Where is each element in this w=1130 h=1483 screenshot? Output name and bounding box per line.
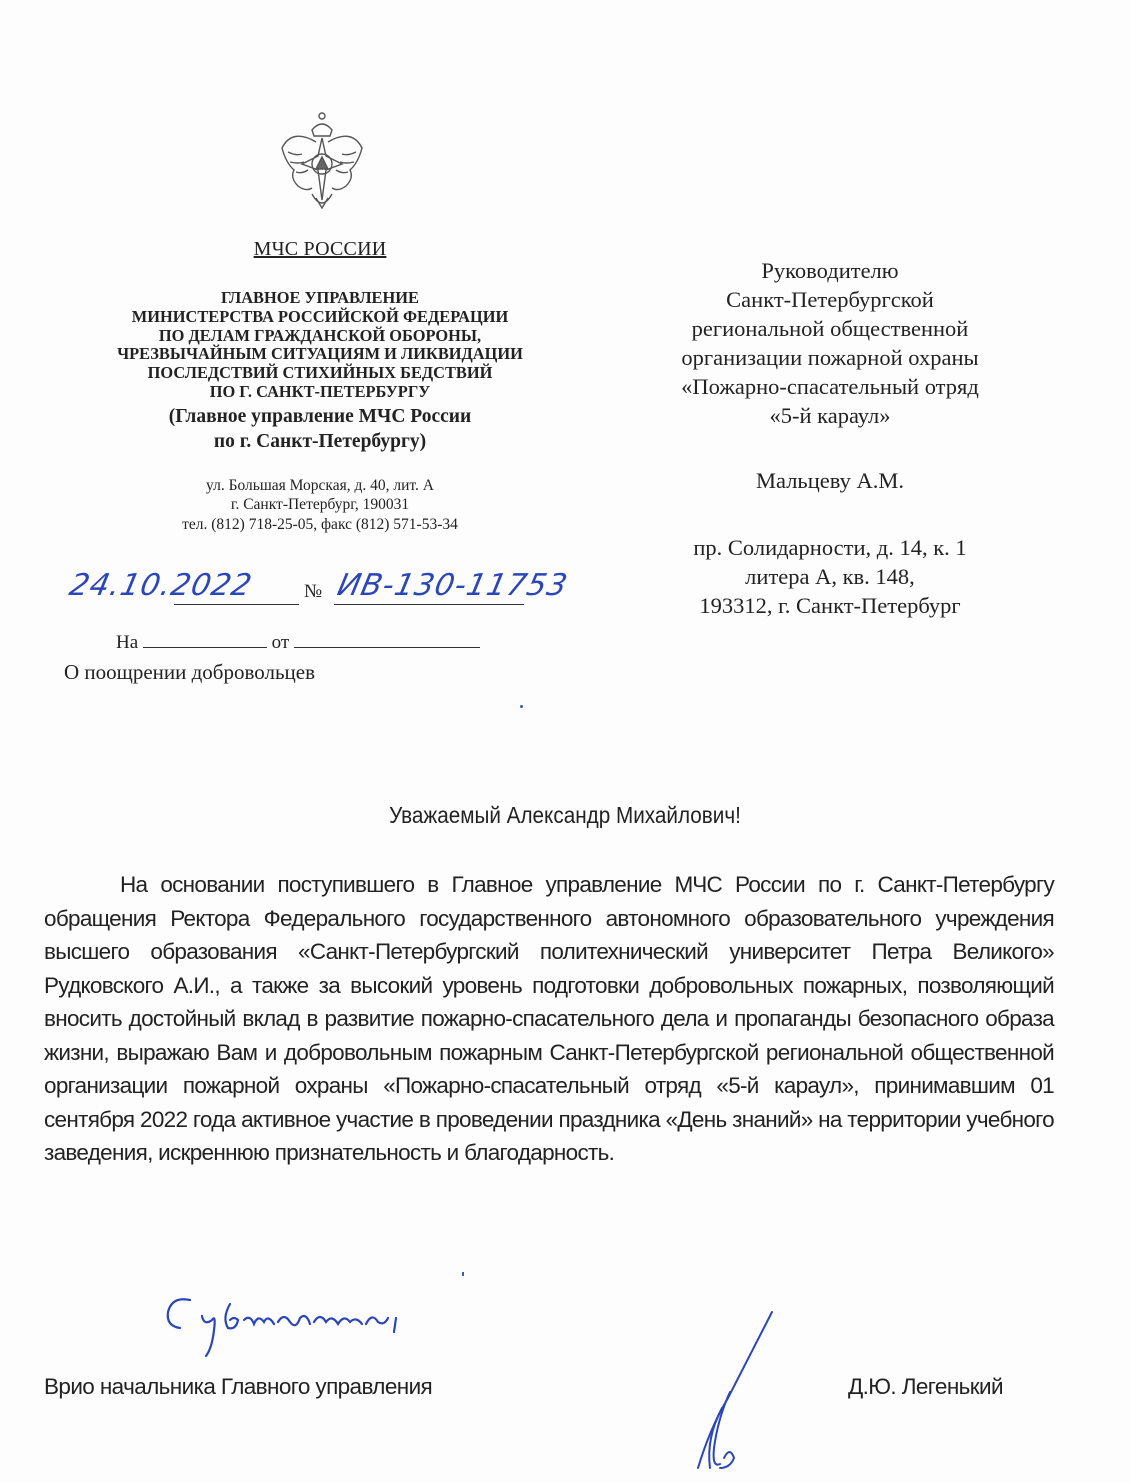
sender-address [60,476,580,535]
recipient-address-line: пр. Солидарности, д. 14, к. 1 [693,535,967,560]
reply-to-label: На [116,632,139,653]
org-full-line: ГЛАВНОЕ УПРАВЛЕНИЕ [221,288,419,307]
recipient-name: Мальцеву А.М. [756,468,904,493]
number-sign: № [304,581,323,602]
registration-line [68,568,578,612]
org-abbr-name [60,404,580,454]
sender-address-line: ул. Большая Морская, д. 40, лит. А [206,476,434,494]
org-full-line: ПО Г. САНКТ-ПЕТЕРБУРГУ [209,381,431,401]
org-full-line: ПОСЛЕДСТВИЙ СТИХИЙНЫХ БЕДСТВИЙ [147,363,493,383]
from-blank [294,633,480,648]
org-full-name [60,289,580,402]
recipient-line: Руководителю [761,258,899,283]
closing-text: С уважением, [150,1290,156,1291]
ink-mark [462,1272,464,1276]
recipient-line: Санкт-Петербургской [726,287,934,312]
recipient-line: «5-й караул» [769,403,891,428]
recipient-block [610,256,1050,620]
from-label: от [271,632,290,653]
ink-dot [520,705,523,708]
org-full-line: ПО ДЕЛАМ ГРАЖДАНСКОЙ ОБОРОНЫ, [158,325,482,345]
recipient-line: организации пожарной охраны [681,345,979,370]
org-short-name: МЧС РОССИИ [253,238,387,260]
recipient-address-line: литера А, кв. 148, [745,564,915,589]
recipient-line: региональной общественной [691,316,969,341]
sender-address-line: г. Санкт-Петербург, 190031 [230,496,410,514]
subject: О поощрении добровольцев [64,660,316,684]
org-full-line: ЧРЕЗВЫЧАЙНЫМ СИТУАЦИЯМ И ЛИКВИДАЦИИ [117,344,523,364]
org-full-line: МИНИСТЕРСТВА РОССИЙСКОЙ ФЕДЕРАЦИИ [131,306,509,326]
handwritten-closing [150,1290,530,1360]
greeting: Уважаемый Александр Михайлович! [389,802,741,828]
recipient-line: «Пожарно-спасательный отряд [681,374,979,399]
reference-line [116,632,480,654]
signatory-position: Врио начальника Главного управления [44,1374,433,1399]
sender-address-line: тел. (812) 718-25-05, факс (812) 571-53-34 [182,515,458,533]
number-underline [334,604,524,605]
handwritten-signature [610,1308,790,1478]
registration-number: ИВ-130-11753 [334,568,572,603]
recipient-address-line: 193312, г. Санкт-Петербург [699,593,961,618]
letter-body: На основании поступившего в Главное управление МЧС России по г. Санкт-Петербургу обращения Ректора Федерального государственного автономного образовательного учреждения высшего образования «Санкт-Петербургский политехнический университет Петра Великого» Рудковского А.И., а также за высокий уровень подготовки добровольных пожарных, позволяющий вносить достойный вклад в развитие пожарно-спасательного дела и пропаганды безопасного образа жизни, выражаю Вам и добровольным пожарным Санкт-Петербургской региональной общественной организации пожарной охраны «Пожарно-спасательный отряд «5-й караул», принимавшим 01 сентября 2022 года активное участие в проведении праздника «День знаний» на территории учебного заведения, искреннюю признательность и благодарность. [44,872,1054,1165]
signatory-name: Д.Ю. Легенький [848,1374,1003,1399]
date-underline [174,604,299,605]
reply-to-blank [143,633,267,648]
org-abbr-line: (Главное управление МЧС России [168,405,472,427]
org-abbr-line: по г. Санкт-Петербургу) [213,430,427,452]
mchs-emblem-icon [272,108,372,218]
sender-block [60,238,580,534]
registration-date: 24.10.2022 [66,568,256,603]
